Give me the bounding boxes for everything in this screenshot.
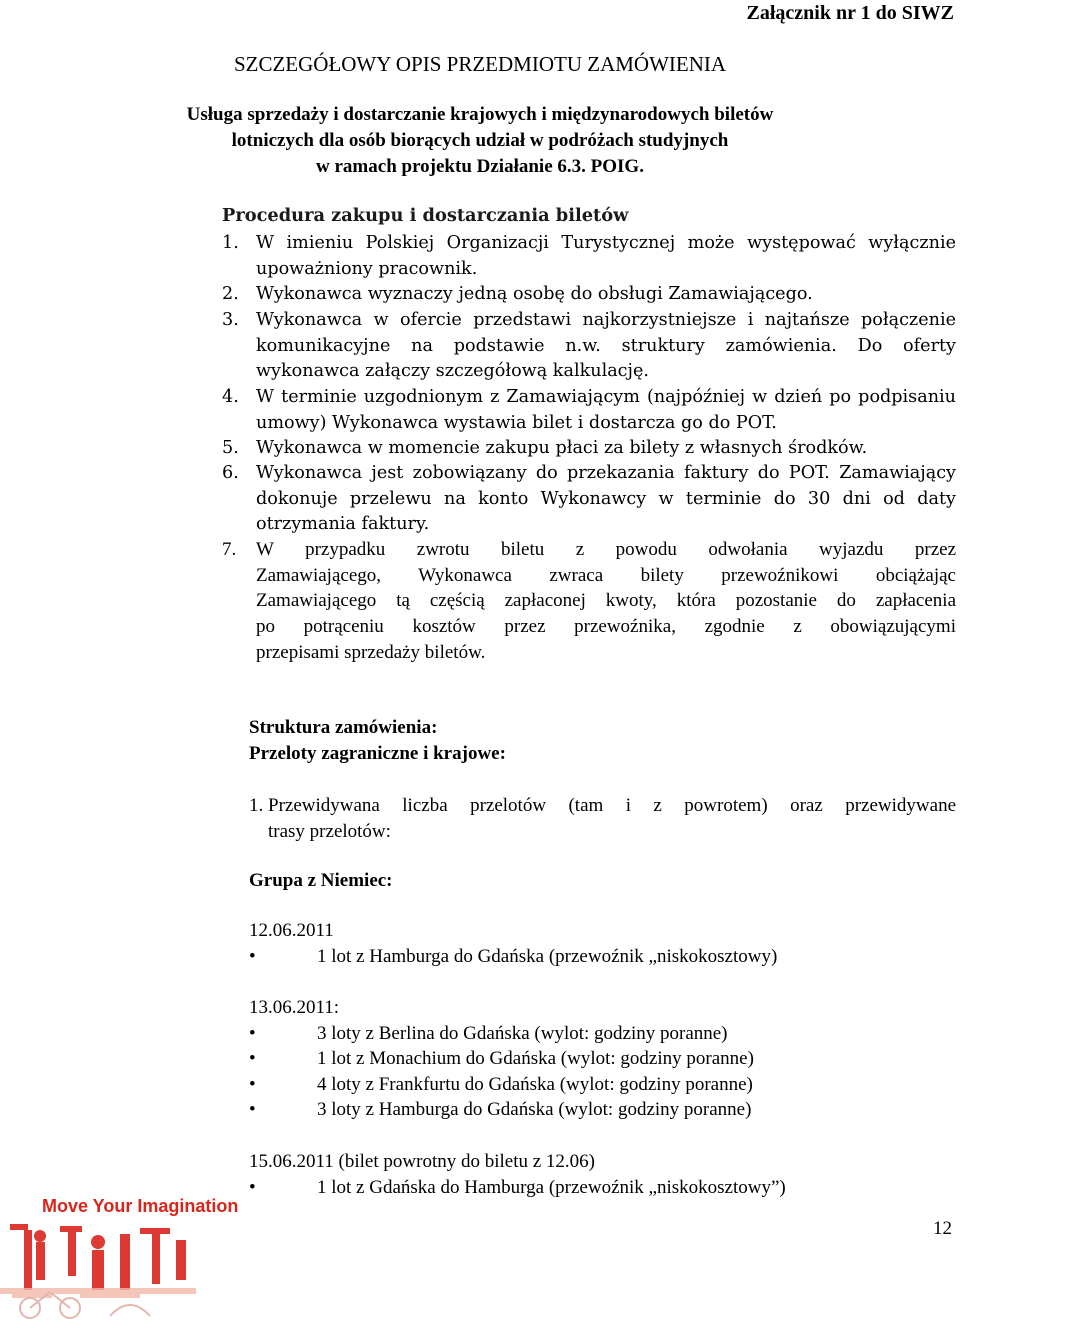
item-line: Zamawiającego, Wykonawca zwraca bilety przewoźnikowi obciążając <box>256 564 956 586</box>
item-line: po potrąceniu kosztów przez przewoźnika, zgodnie z obowiązującymi <box>256 616 956 638</box>
item-line: komunikacyjne na podstawie n.w. struktury zamówienia. Do oferty <box>256 335 956 356</box>
item-number: 2. <box>222 284 239 304</box>
item-number: 1. <box>249 795 264 816</box>
item-line: Zamawiającego tą częścią zapłaconej kwoty, która pozostanie do zapłacenia <box>256 590 956 612</box>
structure-heading: Struktura zamówienia: <box>249 717 438 738</box>
subtitle-line: lotniczych dla osób biorących udział w podróżach studyjnych <box>231 130 729 151</box>
item-number: 7. <box>222 539 237 560</box>
item-line: W terminie uzgodnionym z Zamawiającym (najpóźniej w dzień po podpisaniu <box>256 387 956 407</box>
procedure-heading: Procedura zakupu i dostarczania biletów <box>222 205 629 226</box>
bullet-icon: • <box>249 1023 256 1044</box>
item-line: otrzymania faktury. <box>256 514 430 535</box>
document-subtitle <box>0 102 1065 180</box>
bullet-icon: • <box>249 1074 256 1095</box>
item-number: 1. <box>222 233 239 253</box>
document-title: SZCZEGÓŁOWY OPIS PRZEDMIOTU ZAMÓWIENIA <box>233 52 727 76</box>
procedure-item-4 <box>222 385 956 436</box>
procedure-item-2 <box>222 282 956 308</box>
flight-text: 1 lot z Hamburga do Gdańska (przewoźnik „niskokosztowy) <box>317 946 778 967</box>
flight-text: 1 lot z Gdańska do Hamburga (przewoźnik „niskokosztowy”) <box>317 1177 786 1198</box>
flight-text: 3 loty z Berlina do Gdańska (wylot: godziny poranne) <box>317 1023 728 1044</box>
group-heading: Grupa z Niemiec: <box>249 870 393 891</box>
item-number: 5. <box>222 438 239 458</box>
item-line: Wykonawca w momencie zakupu płaci za bilety z własnych środków. <box>256 438 868 458</box>
item-line: Przewidywana liczba przelotów (tam i z powrotem) oraz przewidywane <box>268 795 956 816</box>
bullet-icon: • <box>249 1177 256 1198</box>
item-number: 3. <box>222 310 239 330</box>
procedure-item-7 <box>222 537 956 666</box>
bullet-icon: • <box>249 1099 256 1120</box>
subtitle-line: Usługa sprzedaży i dostarczanie krajowych i międzynarodowych biletów <box>186 104 774 125</box>
annex-label: Załącznik nr 1 do SIWZ <box>746 2 954 24</box>
item-line: trasy przelotów: <box>268 820 391 842</box>
item-number: 6. <box>222 463 239 483</box>
item-line: umowy) Wykonawca wystawia bilet i dostarcza go do POT. <box>256 412 777 433</box>
bullet-icon: • <box>249 946 256 967</box>
flight-text: 3 loty z Hamburga do Gdańska (wylot: godziny poranne) <box>317 1099 752 1120</box>
flight-date: 12.06.2011 <box>249 920 334 941</box>
item-line: W przypadku zwrotu biletu z powodu odwołania wyjazdu przez <box>256 539 956 560</box>
subtitle-line: w ramach projektu Działanie 6.3. POIG. <box>316 156 644 177</box>
item-line: Wykonawca jest zobowiązany do przekazania faktury do POT. Zamawiający <box>256 463 956 483</box>
flights-heading: Przeloty zagraniczne i krajowe: <box>249 743 506 764</box>
procedure-item-1 <box>222 231 956 282</box>
flight-text: 4 loty z Frankfurtu do Gdańska (wylot: godziny poranne) <box>317 1074 753 1095</box>
logo-graphic <box>0 1176 239 1322</box>
item-line: wykonawca załączy szczegółową kalkulację. <box>256 361 649 382</box>
move-your-imagination-logo <box>0 1176 239 1322</box>
logo-text: Move Your Imagination <box>42 1196 239 1216</box>
item-line: dokonuje przelewu na konto Wykonawcy w terminie do 30 dni od daty <box>256 488 956 509</box>
bullet-icon: • <box>249 1048 256 1069</box>
item-number: 4. <box>222 387 239 407</box>
procedure-item-3 <box>222 308 956 385</box>
structure-point-1 <box>249 793 956 844</box>
item-line: przepisami sprzedaży biletów. <box>256 641 486 663</box>
item-line: Wykonawca w ofercie przedstawi najkorzystniejsze i najtańsze połączenie <box>256 310 956 330</box>
item-line: W imieniu Polskiej Organizacji Turystycznej może występować wyłącznie <box>256 233 956 253</box>
procedure-item-5 <box>222 436 956 462</box>
flight-date: 15.06.2011 (bilet powrotny do biletu z 12.06) <box>249 1151 595 1172</box>
flight-text: 1 lot z Monachium do Gdańska (wylot: godziny poranne) <box>317 1048 754 1069</box>
page-number: 12 <box>933 1218 952 1239</box>
item-line: Wykonawca wyznaczy jedną osobę do obsługi Zamawiającego. <box>256 284 813 304</box>
item-line: upoważniony pracownik. <box>256 258 478 279</box>
flight-date: 13.06.2011: <box>249 997 340 1018</box>
procedure-item-6 <box>222 461 956 538</box>
